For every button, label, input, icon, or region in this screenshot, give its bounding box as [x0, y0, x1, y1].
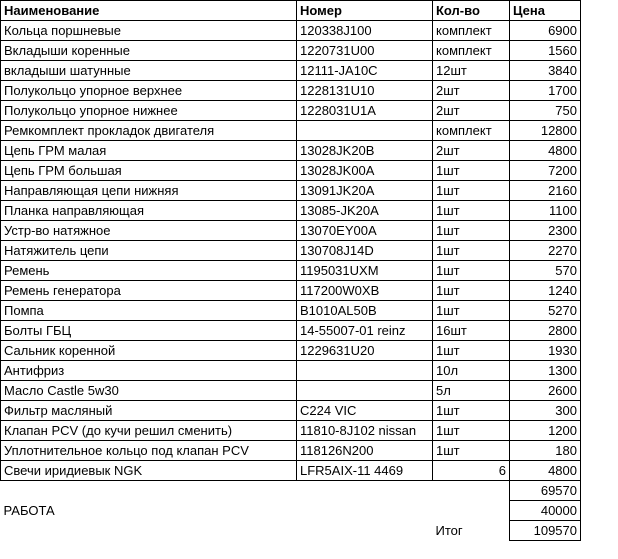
cell-name[interactable]: Полукольцо упорное верхнее [1, 81, 297, 101]
cell-name[interactable]: Натяжитель цепи [1, 241, 297, 261]
table-row [1, 361, 581, 381]
cell-name[interactable]: Полукольцо упорное нижнее [1, 101, 297, 121]
table-row [1, 161, 581, 181]
cell-number[interactable]: 13028JK00A [297, 161, 433, 181]
cell-name[interactable]: Кольца поршневые [1, 21, 297, 41]
cell-price[interactable]: 4800 [510, 461, 581, 481]
cell-price[interactable]: 180 [510, 441, 581, 461]
cell-number[interactable]: 120338J100 [297, 21, 433, 41]
cell-name[interactable]: Ремень генератора [1, 281, 297, 301]
cell-qty[interactable]: 1шт [433, 441, 510, 461]
cell-name[interactable]: Болты ГБЦ [1, 321, 297, 341]
table-row [1, 441, 581, 461]
cell-number[interactable]: 1195031UXM [297, 261, 433, 281]
cell-number[interactable]: 130708J14D [297, 241, 433, 261]
cell-number[interactable]: 1228131U10 [297, 81, 433, 101]
cell-number[interactable] [297, 381, 433, 401]
cell-number[interactable]: B1010AL50B [297, 301, 433, 321]
total-label[interactable]: Итог [433, 521, 510, 541]
table-row [1, 261, 581, 281]
work-label[interactable]: РАБОТА [3, 503, 55, 518]
cell-name[interactable]: Планка направляющая [1, 201, 297, 221]
empty-cell [297, 501, 433, 521]
cell-number[interactable]: 13070EY00A [297, 221, 433, 241]
table-row [1, 121, 581, 141]
table-row [1, 181, 581, 201]
empty-cell [1, 521, 297, 541]
empty-cell [433, 501, 510, 521]
cell-qty[interactable]: 1шт [433, 201, 510, 221]
table-body [1, 1, 581, 541]
cell-number[interactable]: 13028JK20B [297, 141, 433, 161]
cell-qty[interactable]: комплект [433, 21, 510, 41]
cell-number[interactable]: 13091JK20A [297, 181, 433, 201]
cell-price[interactable]: 5270 [510, 301, 581, 321]
cell-qty[interactable]: 1шт [433, 401, 510, 421]
cell-name[interactable]: Фильтр масляный [1, 401, 297, 421]
cell-price[interactable]: 12800 [510, 121, 581, 141]
cell-name[interactable]: Масло Castle 5w30 [1, 381, 297, 401]
table-row [1, 21, 581, 41]
work-row [1, 501, 581, 521]
cell-number[interactable]: 12111-JA10C [297, 61, 433, 81]
cell-qty[interactable]: 12шт [433, 61, 510, 81]
cell-price[interactable]: 300 [510, 401, 581, 421]
table-row [1, 401, 581, 421]
empty-cell [297, 481, 433, 501]
cell-price[interactable]: 2300 [510, 221, 581, 241]
cell-number[interactable]: 13085-JK20A [297, 201, 433, 221]
cell-qty[interactable]: 5л [433, 381, 510, 401]
cell-qty[interactable]: 1шт [433, 281, 510, 301]
cell-name[interactable]: Помпа [1, 301, 297, 321]
cell-price[interactable]: 2160 [510, 181, 581, 201]
cell-name[interactable]: вкладыши шатунные [1, 61, 297, 81]
cell-qty[interactable]: 1шт [433, 421, 510, 441]
cell-name[interactable]: Свечи иридиевык NGK [1, 461, 297, 481]
table-row [1, 241, 581, 261]
cell-price[interactable]: 1700 [510, 81, 581, 101]
header-row [1, 1, 581, 21]
cell-number[interactable]: 117200W0XB [297, 281, 433, 301]
cell-price[interactable]: 1200 [510, 421, 581, 441]
cell-price[interactable]: 1300 [510, 361, 581, 381]
cell-qty[interactable]: 6 [433, 461, 510, 481]
cell-number[interactable]: 118126N200 [297, 441, 433, 461]
table-row [1, 381, 581, 401]
cell-price[interactable]: 570 [510, 261, 581, 281]
cell-number[interactable]: LFR5AIX-11 4469 [297, 461, 433, 481]
table-row [1, 201, 581, 221]
cell-name[interactable]: Цепь ГРМ большая [1, 161, 297, 181]
subtotal-row [1, 481, 581, 501]
table-row [1, 321, 581, 341]
cell-name[interactable]: Сальник коренной [1, 341, 297, 361]
total-row [1, 521, 581, 541]
table-row [1, 61, 581, 81]
cell-qty[interactable]: 1шт [433, 181, 510, 201]
table-row [1, 141, 581, 161]
table-row [1, 41, 581, 61]
cell-number[interactable]: 14-55007-01 reinz [297, 321, 433, 341]
cell-price[interactable]: 2600 [510, 381, 581, 401]
cell-number[interactable]: 11810-8J102 nissan [297, 421, 433, 441]
cell-qty[interactable]: 1шт [433, 301, 510, 321]
cell-price[interactable]: 1560 [510, 41, 581, 61]
cell-qty[interactable]: 1шт [433, 241, 510, 261]
total-value[interactable]: 109570 [510, 521, 581, 541]
cell-qty[interactable]: 2шт [433, 141, 510, 161]
cell-name[interactable]: Уплотнительное кольцо под клапан PCV [1, 441, 297, 461]
cell-name[interactable]: Вкладыши коренные [1, 41, 297, 61]
cell-price[interactable]: 3840 [510, 61, 581, 81]
cell-name[interactable]: Устр-во натяжное [1, 221, 297, 241]
cell-name[interactable]: Клапан PCV (до кучи решил сменить) [1, 421, 297, 441]
cell-number[interactable] [297, 361, 433, 381]
cell-number[interactable]: 1229631U20 [297, 341, 433, 361]
header-qty: Кол-во [433, 1, 510, 21]
cell-price[interactable]: 6900 [510, 21, 581, 41]
cell-number[interactable]: 1220731U00 [297, 41, 433, 61]
header-number: Номер [297, 1, 433, 21]
cell-qty[interactable]: 16шт [433, 321, 510, 341]
cell-number[interactable]: 1228031U1A [297, 101, 433, 121]
work-value[interactable]: 40000 [510, 501, 581, 521]
table-row [1, 421, 581, 441]
header-name: Наименование [1, 1, 297, 21]
cell-price[interactable]: 2800 [510, 321, 581, 341]
cell-price[interactable]: 750 [510, 101, 581, 121]
cell-number[interactable]: C224 VIC [297, 401, 433, 421]
cell-qty[interactable]: 10л [433, 361, 510, 381]
cell-qty[interactable]: 1шт [433, 221, 510, 241]
table-row [1, 221, 581, 241]
table-row [1, 341, 581, 361]
cell-qty[interactable]: комплект [433, 41, 510, 61]
cell-name[interactable]: Ремкомплект прокладок двигателя [1, 121, 297, 141]
cell-qty[interactable]: комплект [433, 121, 510, 141]
cell-qty[interactable]: 1шт [433, 161, 510, 181]
cell-price[interactable]: 1240 [510, 281, 581, 301]
cell-price[interactable]: 2270 [510, 241, 581, 261]
cell-price[interactable]: 1930 [510, 341, 581, 361]
cell-name[interactable]: Цепь ГРМ малая [1, 141, 297, 161]
table-row [1, 301, 581, 321]
subtotal-value[interactable]: 69570 [510, 481, 581, 501]
table-row [1, 461, 581, 481]
cell-qty[interactable]: 2шт [433, 101, 510, 121]
cell-name[interactable]: Антифриз [1, 361, 297, 381]
cell-name[interactable]: Направляющая цепи нижняя [1, 181, 297, 201]
empty-cell [297, 521, 433, 541]
cell-name[interactable]: Ремень [1, 261, 297, 281]
empty-cell [433, 481, 510, 501]
cell-price[interactable]: 1100 [510, 201, 581, 221]
header-price: Цена [510, 1, 581, 21]
cell-number[interactable] [297, 121, 433, 141]
cell-qty[interactable]: 1шт [433, 261, 510, 281]
table-row [1, 281, 581, 301]
empty-cell [1, 481, 297, 501]
table-row [1, 101, 581, 121]
cell-price[interactable]: 7200 [510, 161, 581, 181]
cell-price[interactable]: 4800 [510, 141, 581, 161]
cell-qty[interactable]: 1шт [433, 341, 510, 361]
table-row [1, 81, 581, 101]
cell-qty[interactable]: 2шт [433, 81, 510, 101]
